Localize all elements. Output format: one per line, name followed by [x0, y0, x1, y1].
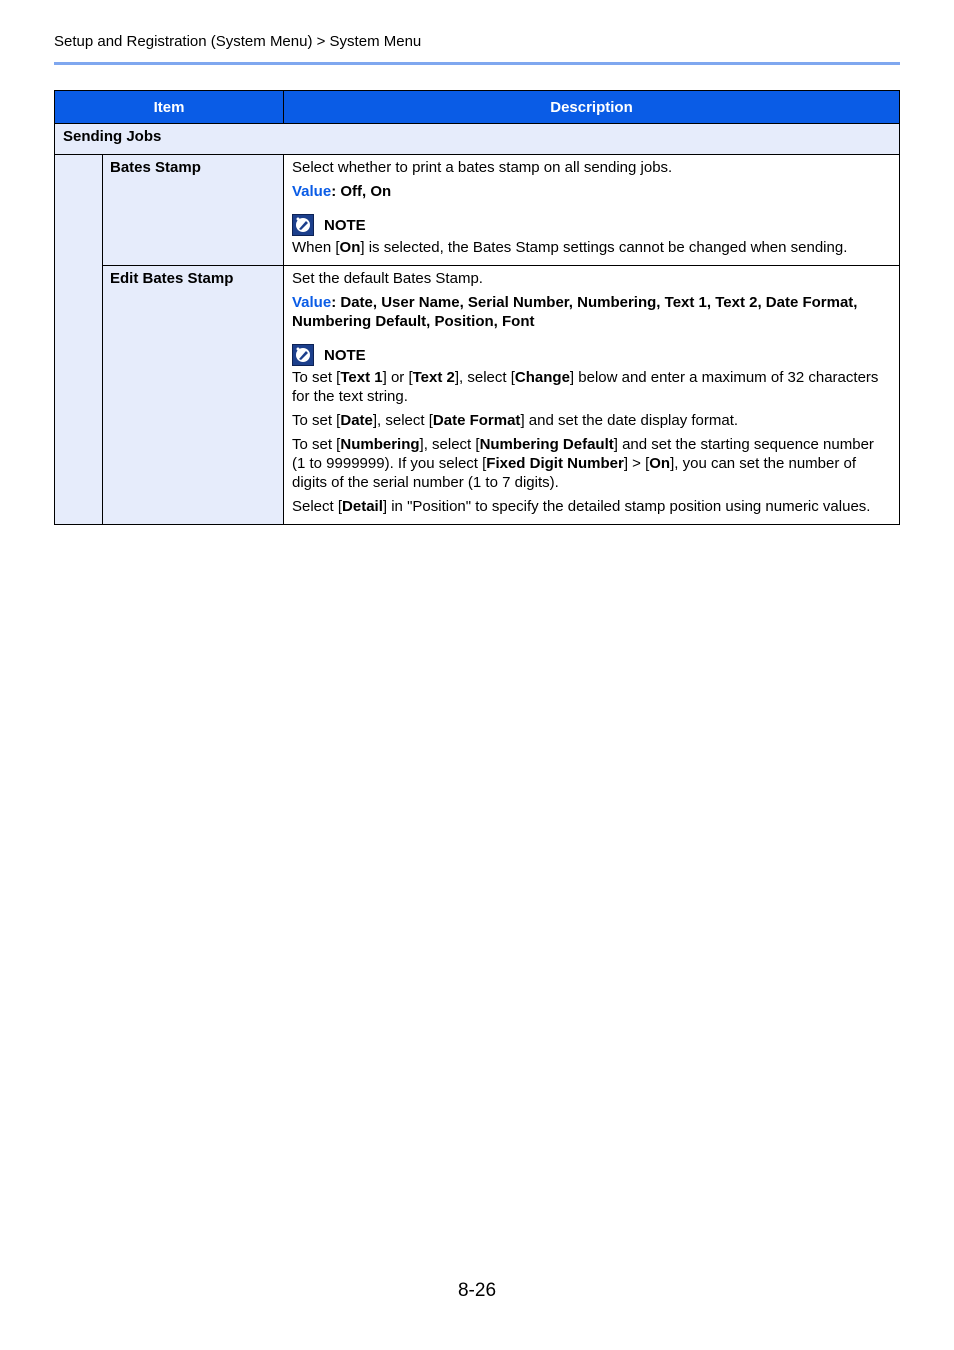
section-title: Sending Jobs: [55, 124, 900, 155]
section-row: [55, 124, 900, 155]
text-run: ] or [: [382, 369, 413, 386]
bold-run: Date Format: [432, 412, 521, 429]
page-number: 8-26: [457, 1280, 497, 1301]
table-header-row: [55, 91, 900, 124]
column-header-description: Description: [284, 91, 900, 124]
value-line: [292, 182, 891, 201]
breadcrumb: Setup and Registration (System Menu) > System Menu: [54, 33, 422, 50]
description-text: Set the default Bates Stamp.: [292, 270, 483, 287]
value-text: : Date, User Name, Serial Number, Numbering, Text 1, Text 2, Date Format, Numbering Default, Position, Font: [292, 294, 858, 330]
table-row: [55, 155, 900, 266]
bold-run: On: [649, 455, 671, 472]
text-run: ] below and enter a maximum of 32 characters for the text string.: [292, 369, 879, 405]
value-label: Value: [292, 294, 332, 311]
description-text: Select whether to print a bates stamp on all sending jobs.: [292, 159, 673, 176]
note-text: [292, 368, 891, 406]
note-icon: [292, 214, 314, 236]
text-run: To set [: [292, 369, 341, 386]
text-run: When [: [292, 239, 340, 256]
indent-cell: [55, 155, 103, 525]
bold-run: Text 2: [412, 369, 455, 386]
text-run: To set [: [292, 412, 341, 429]
text-run: ] > [: [623, 455, 650, 472]
text-run: ] and set the starting sequence number (1 to 9999999). If you select [: [292, 436, 874, 472]
note-heading: [292, 344, 891, 366]
desc-edit-bates-stamp: [284, 266, 900, 525]
desc-bates-stamp: [284, 155, 900, 266]
note-label: NOTE: [324, 216, 366, 234]
value-line: [292, 293, 891, 331]
text-run: ] and set the date display format.: [520, 412, 739, 429]
column-header-item: Item: [55, 91, 284, 124]
text-run: ] in "Position" to specify the detailed stamp position using numeric values.: [382, 498, 871, 515]
note-text: [292, 238, 891, 257]
text-run: ], you can set the number of digits of the serial number (1 to 7 digits).: [292, 455, 857, 491]
item-bates-stamp: Bates Stamp: [103, 155, 284, 266]
note-text: [292, 411, 891, 430]
table-row: [55, 266, 900, 525]
note-icon: [292, 344, 314, 366]
bold-run: Numbering Default: [479, 436, 614, 453]
value-text: : Off, On: [331, 183, 392, 200]
text-run: ], select [: [454, 369, 515, 386]
bold-run: On: [339, 239, 361, 256]
bold-run: Change: [514, 369, 570, 386]
note-text: [292, 497, 891, 516]
text-run: ], select [: [372, 412, 433, 429]
text-run: To set [: [292, 436, 341, 453]
note-text: [292, 435, 891, 492]
note-label: NOTE: [324, 346, 366, 364]
bold-run: Text 1: [340, 369, 383, 386]
note-heading: [292, 214, 891, 236]
text-run: ] is selected, the Bates Stamp settings cannot be changed when sending.: [360, 239, 848, 256]
bold-run: Numbering: [340, 436, 420, 453]
bold-run: Detail: [342, 498, 383, 515]
text-run: Select [: [292, 498, 343, 515]
value-label: Value: [292, 183, 332, 200]
bold-run: Date: [340, 412, 373, 429]
settings-table: [54, 90, 900, 525]
text-run: ], select [: [419, 436, 480, 453]
item-edit-bates-stamp: Edit Bates Stamp: [103, 266, 284, 525]
bold-run: Fixed Digit Number: [486, 455, 624, 472]
header-rule: [54, 62, 900, 65]
